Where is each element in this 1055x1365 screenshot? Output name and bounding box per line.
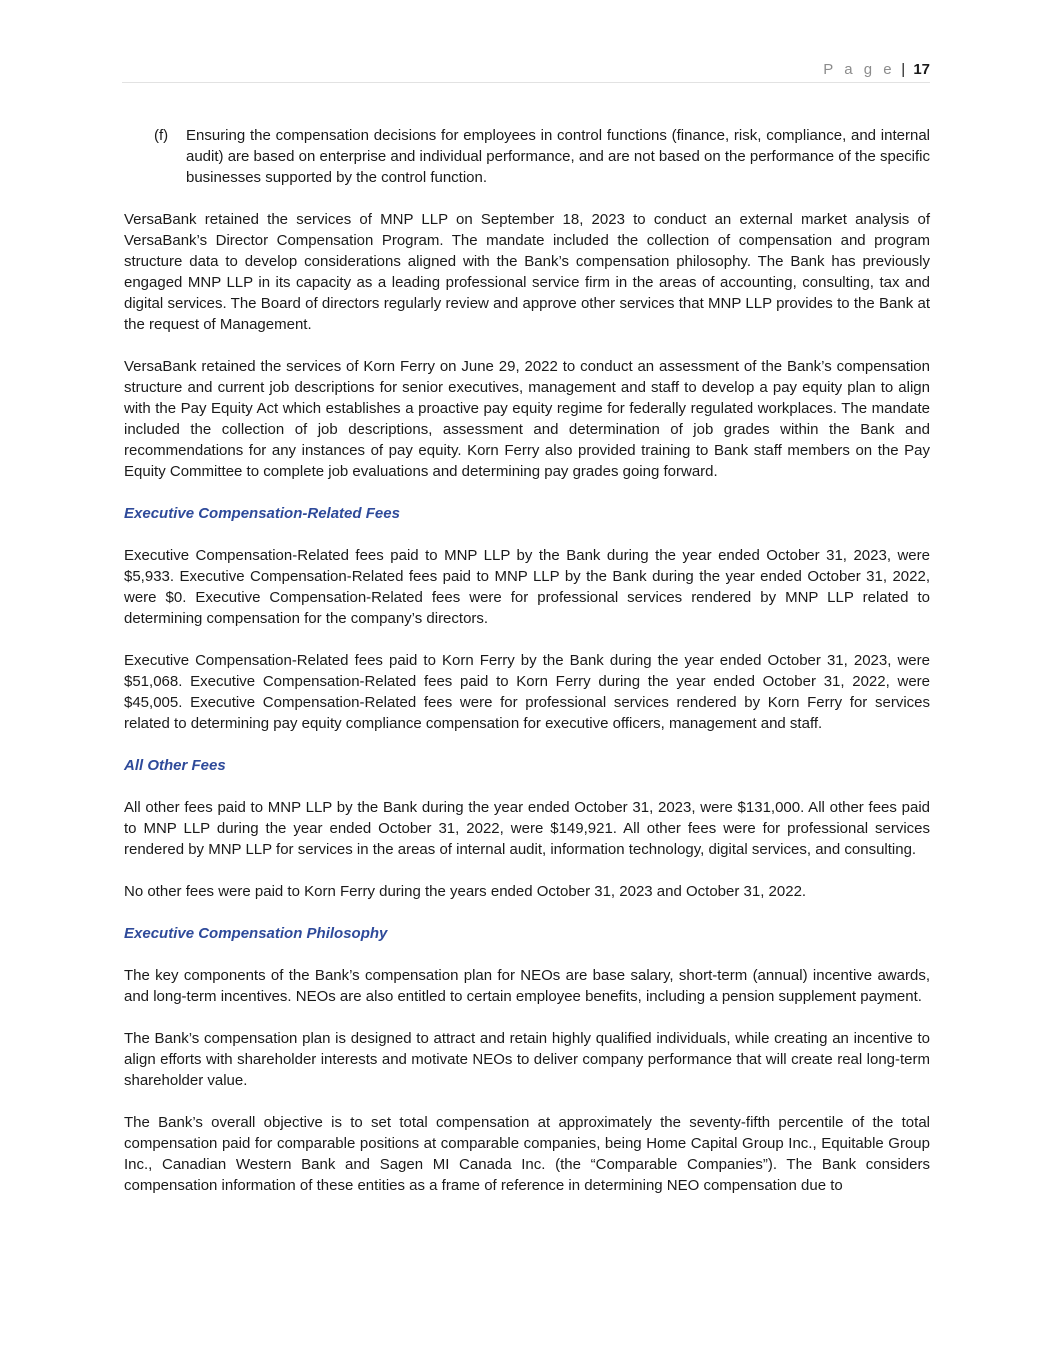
page-number: 17 [913, 61, 930, 78]
paragraph-korn-ferry-retained: VersaBank retained the services of Korn Ferry on June 29, 2022 to conduct an assessment of the Bank’s compensation structure and current job descriptions for senior executives, management and staff to develop a pay equity plan to align with the Pay Equity Act which establishes a proactive pay equity regime for federally regulated workplaces. The mandate included the collection of job descriptions, assessment and determination of job grades within the Bank and recommendations for any instances of pay equity. Korn Ferry also provided training to Bank staff members on the Pay Equity Committee to complete job evaluations and determining pay grades going forward. [124, 358, 930, 480]
heading-executive-compensation-philosophy: Executive Compensation Philosophy [124, 925, 388, 942]
paragraph-other-fees-korn-ferry: No other fees were paid to Korn Ferry during the years ended October 31, 2023 and October 31, 2022. [124, 883, 807, 900]
paragraph-exec-fees-korn-ferry: Executive Compensation-Related fees paid to Korn Ferry by the Bank during the year ended October 31, 2023, were $51,068. Executive Compensation-Related fees paid to Korn Ferry during the year ended October 31, 2022, were $45,005. Executive Compensation-Related fees were for professional services rendered by Korn Ferry for services related to determining pay equity compliance compensation for executive officers, management and staff. [124, 652, 930, 732]
list-item-text: Ensuring the compensation decisions for employees in control functions (finance, risk, compliance, and internal audit) are based on enterprise and individual performance, and are not based on the performance of the specific businesses supported by the control function. [186, 127, 930, 186]
paragraph-other-fees-mnp: All other fees paid to MNP LLP by the Bank during the year ended October 31, 2023, were $131,000. All other fees paid to MNP LLP during the year ended October 31, 2022, were $149,921. All other fees were for professional services rendered by MNP LLP for services in the areas of internal audit, information technology, digital services, and consulting. [124, 799, 930, 858]
document-body [124, 125, 930, 1217]
page-header [122, 62, 930, 83]
paragraph-philosophy-design: The Bank’s compensation plan is designed to attract and retain highly qualified individuals, while creating an incentive to align efforts with shareholder interests and motivate NEOs to deliver company performance that will create real long-term shareholder value. [124, 1030, 930, 1089]
page-label: P a g e [823, 61, 896, 78]
paragraph-exec-fees-mnp: Executive Compensation-Related fees paid to MNP LLP by the Bank during the year ended October 31, 2023, were $5,933. Executive Compensation-Related fees paid to MNP LLP by the Bank during the year ended October 31, 2022, were $0. Executive Compensation-Related fees were for professional services rendered by MNP LLP related to determining compensation for the company’s directors. [124, 547, 930, 627]
heading-executive-compensation-related-fees: Executive Compensation-Related Fees [124, 505, 400, 522]
heading-all-other-fees: All Other Fees [124, 757, 226, 774]
paragraph-philosophy-components: The key components of the Bank’s compensation plan for NEOs are base salary, short-term (annual) incentive awards, and long-term incentives. NEOs are also entitled to certain employee benefits, including a pension supplement payment. [124, 967, 930, 1005]
page-separator: | [901, 61, 906, 78]
list-marker: (f) [154, 127, 169, 144]
list-item [124, 125, 930, 188]
paragraph-philosophy-objective: The Bank’s overall objective is to set total compensation at approximately the seventy-fifth percentile of the total compensation paid for comparable positions at comparable companies, being Home Capital Group Inc., Equitable Group Inc., Canadian Western Bank and Sagen MI Canada Inc. (the “Comparable Companies”). The Bank considers compensation information of these entities as a frame of reference in determining NEO compensation due to [124, 1114, 930, 1194]
paragraph-mnp-retained: VersaBank retained the services of MNP LLP on September 18, 2023 to conduct an external market analysis of VersaBank’s Director Compensation Program. The mandate included the collection of compensation and program structure data to develop considerations aligned with the Bank’s compensation philosophy. The Bank has previously engaged MNP LLP in its capacity as a leading professional service firm in the areas of accounting, consulting, tax and digital services. The Board of directors regularly review and approve other services that MNP LLP provides to the Bank at the request of Management. [124, 211, 930, 333]
